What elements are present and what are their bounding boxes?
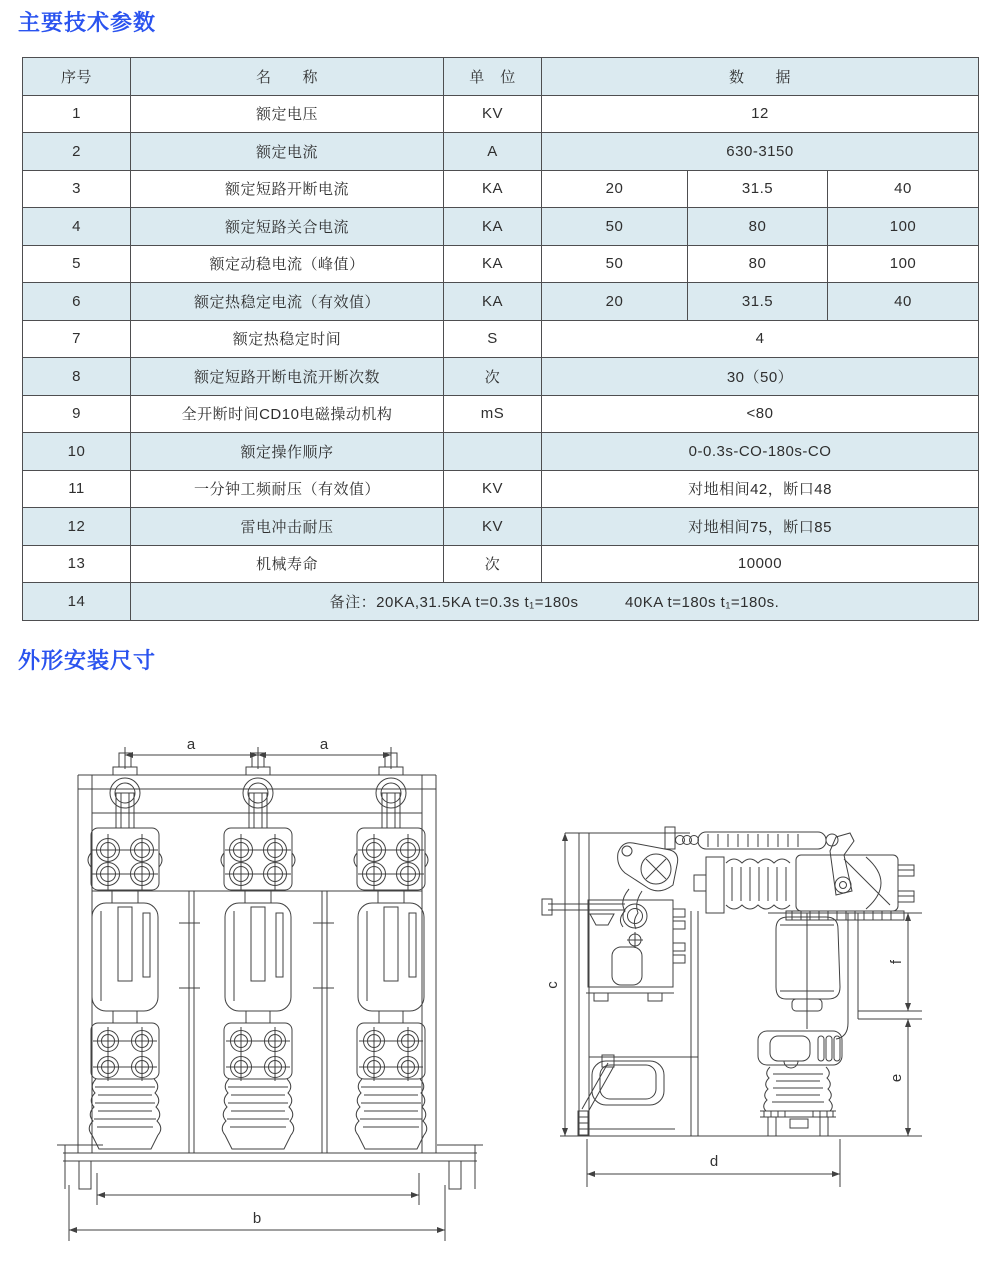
cell-serial: 14: [23, 583, 131, 621]
cell-unit: KV: [444, 470, 542, 508]
cell-data: 80: [688, 208, 828, 246]
cell-serial: 13: [23, 545, 131, 583]
cell-name: 额定热稳定时间: [131, 320, 444, 358]
cell-unit: KA: [444, 245, 542, 283]
table-row: [23, 245, 979, 283]
cell-data: 40: [828, 283, 979, 321]
dim-label-c: c: [544, 981, 561, 989]
cell-data: 100: [828, 208, 979, 246]
cell-data: 80: [688, 245, 828, 283]
table-row: [23, 358, 979, 396]
cell-unit: KA: [444, 283, 542, 321]
page-title-dimensions: 外形安装尺寸: [18, 648, 157, 673]
table-row: [23, 95, 979, 133]
cell-name: 额定短路开断电流开断次数: [131, 358, 444, 396]
dim-label-e: e: [888, 1073, 905, 1083]
front-view-dimensions: [69, 747, 445, 1241]
table-row: [23, 283, 979, 321]
side-view-dimensions: [565, 833, 922, 1187]
cell-data: 12: [542, 95, 979, 133]
cell-name: 额定电流: [131, 133, 444, 171]
cell-data: 20: [542, 170, 688, 208]
cell-unit: A: [444, 133, 542, 171]
cell-data: 50: [542, 245, 688, 283]
dim-label-d: d: [709, 1153, 719, 1170]
table-row: [23, 133, 979, 171]
cell-name: 额定电压: [131, 95, 444, 133]
front-view-structure: [57, 753, 483, 1189]
dim-label-b: b: [252, 1210, 262, 1227]
cell-data: 对地相间75，断口85: [542, 508, 979, 546]
table-row: [23, 583, 979, 621]
table-row: [23, 320, 979, 358]
dim-label-a-right: a: [319, 736, 329, 753]
cell-data: 31.5: [688, 170, 828, 208]
side-view-drawing: [530, 793, 970, 1213]
cell-unit: S: [444, 320, 542, 358]
cell-name: 机械寿命: [131, 545, 444, 583]
cell-note: 备注：20KA,31.5KA t=0.3s t₁=180s 40KA t=180s t₁=180s.: [131, 583, 979, 621]
cell-unit: [444, 433, 542, 471]
cell-unit: mS: [444, 395, 542, 433]
cell-unit: 次: [444, 358, 542, 396]
cell-unit: KA: [444, 170, 542, 208]
cell-unit: KV: [444, 508, 542, 546]
cell-name: 额定短路开断电流: [131, 170, 444, 208]
cell-data: 40: [828, 170, 979, 208]
cell-unit: 次: [444, 545, 542, 583]
cell-data: 4: [542, 320, 979, 358]
cell-name: 雷电冲击耐压: [131, 508, 444, 546]
cell-serial: 10: [23, 433, 131, 471]
cell-data: 对地相间42，断口48: [542, 470, 979, 508]
cell-name: 额定热稳定电流（有效值）: [131, 283, 444, 321]
table-row: [23, 433, 979, 471]
header-serial: 序号: [23, 58, 131, 96]
cell-name: 额定操作顺序: [131, 433, 444, 471]
cell-name: 全开断时间CD10电磁操动机构: [131, 395, 444, 433]
cell-name: 一分钟工频耐压（有效值）: [131, 470, 444, 508]
cell-data: 0-0.3s-CO-180s-CO: [542, 433, 979, 471]
cell-data: 20: [542, 283, 688, 321]
table-row: [23, 545, 979, 583]
table-header: [23, 58, 979, 96]
cell-serial: 12: [23, 508, 131, 546]
cell-serial: 11: [23, 470, 131, 508]
cell-serial: 4: [23, 208, 131, 246]
table-row: [23, 470, 979, 508]
cell-serial: 8: [23, 358, 131, 396]
cell-data: 100: [828, 245, 979, 283]
page-title-main: 主要技术参数: [18, 10, 157, 35]
dim-label-a-left: a: [186, 736, 196, 753]
cell-serial: 3: [23, 170, 131, 208]
cell-data: 30（50）: [542, 358, 979, 396]
cell-name: 额定动稳电流（峰值）: [131, 245, 444, 283]
table-row: [23, 208, 979, 246]
table-row: [23, 395, 979, 433]
cell-serial: 2: [23, 133, 131, 171]
table-row: [23, 170, 979, 208]
side-view-structure: [542, 827, 922, 1136]
cell-serial: 7: [23, 320, 131, 358]
header-unit: 单 位: [444, 58, 542, 96]
cell-unit: KV: [444, 95, 542, 133]
params-table-body: [23, 95, 979, 620]
cell-unit: KA: [444, 208, 542, 246]
cell-data: 31.5: [688, 283, 828, 321]
cell-data: 10000: [542, 545, 979, 583]
header-data: 数 据: [542, 58, 979, 96]
technical-parameters-table: [22, 57, 979, 621]
table-row: [23, 508, 979, 546]
cell-serial: 6: [23, 283, 131, 321]
dim-label-f: f: [888, 959, 905, 965]
cell-name: 额定短路关合电流: [131, 208, 444, 246]
cell-serial: 9: [23, 395, 131, 433]
cell-serial: 1: [23, 95, 131, 133]
cell-data: 50: [542, 208, 688, 246]
front-view-drawing: [55, 733, 485, 1263]
cell-data: <80: [542, 395, 979, 433]
cell-serial: 5: [23, 245, 131, 283]
header-name: 名 称: [131, 58, 444, 96]
cell-data: 630-3150: [542, 133, 979, 171]
